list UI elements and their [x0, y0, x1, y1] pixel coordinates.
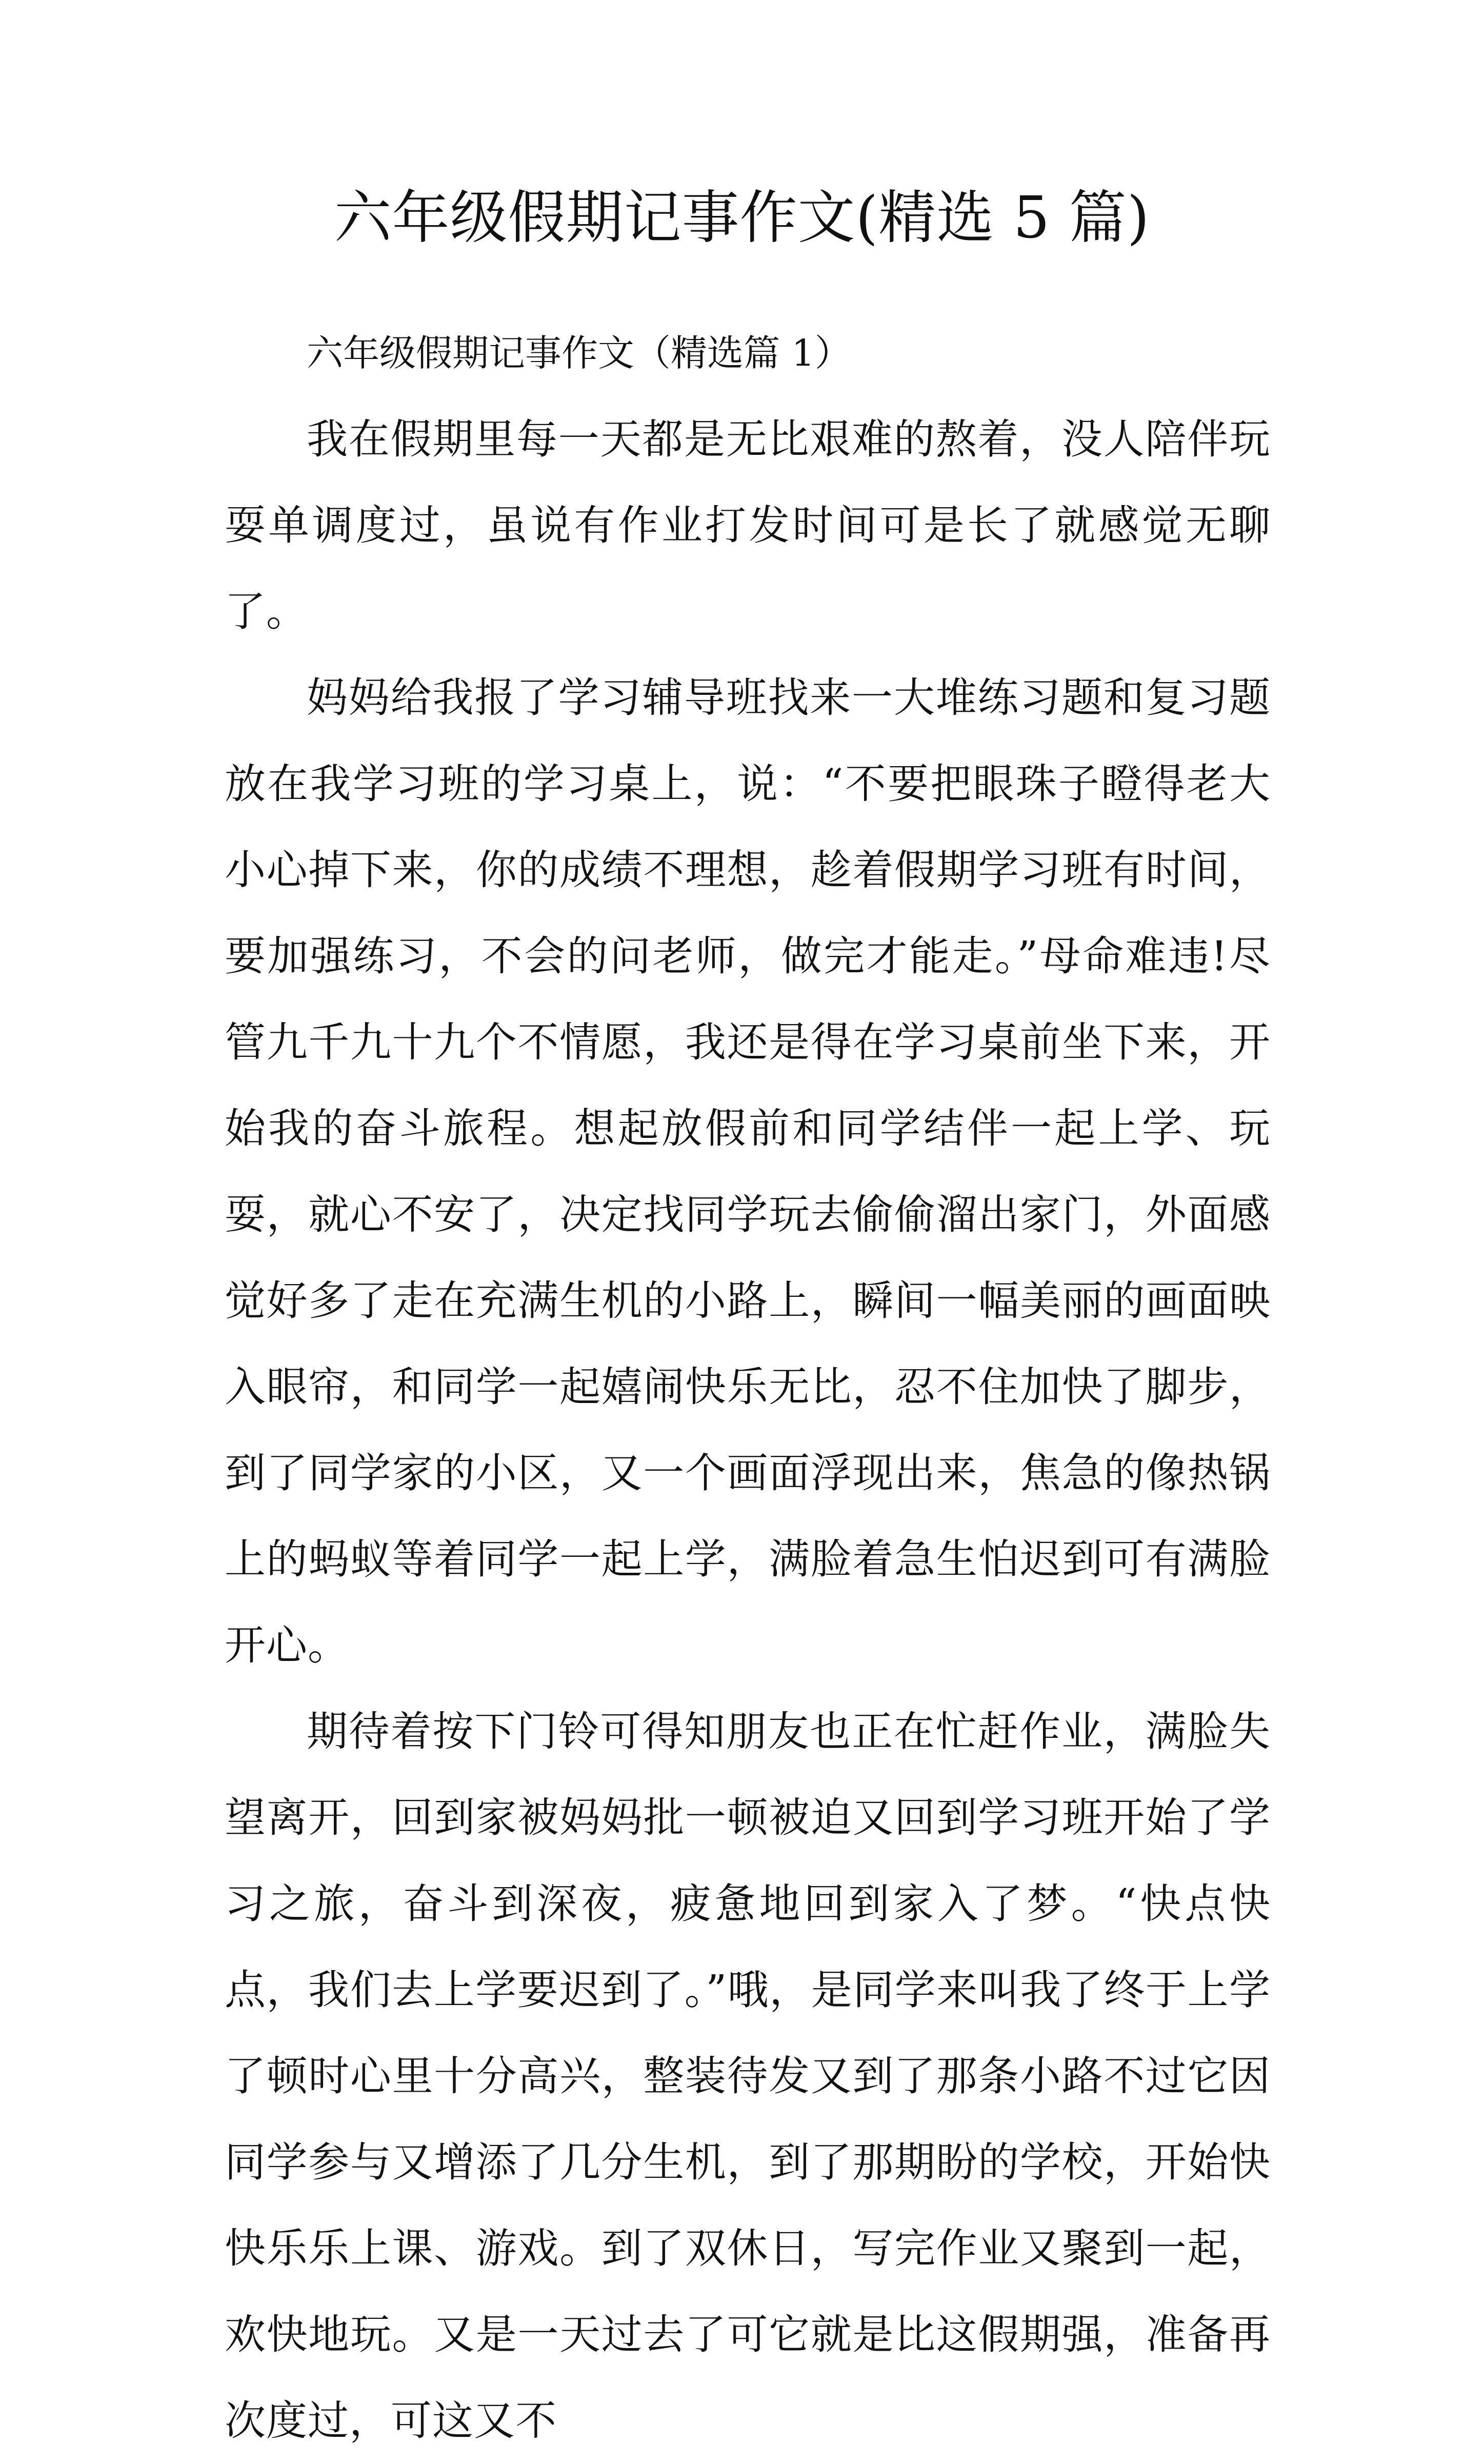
section-heading: 六年级假期记事作文（精选篇 1）	[307, 332, 851, 374]
document-title: 六年级假期记事作文(精选 5 篇)	[334, 185, 1150, 251]
paragraph-3: 期待着按下门铃可得知朋友也正在忙赶作业，满脸失望离开，回到家被妈妈批一顿被迫又回到学习班开始了学习之旅，奋斗到深夜，疲惫地回到家入了梦。“快点快点，我们去上学要迟到了。”哦，是同学来叫我了终于上学了顿时心里十分高兴，整装待发又到了那条小路不过它因同学参与又增添了几分生机，到了那期盼的学校，开始快快乐乐上课、游戏。到了双休日，写完作业又聚到一起，欢快地玩。又是一天过去了可它就是比这假期强，准备再次度过，可这又不	[225, 1708, 1271, 2445]
paragraph-1: 我在假期里每一天都是无比艰难的熬着，没人陪伴玩耍单调度过，虽说有作业打发时间可是长了就感觉无聊了。	[225, 415, 1271, 635]
paragraph-2: 妈妈给我报了学习辅导班找来一大堆练习题和复习题放在我学习班的学习桌上，说：“不要把眼珠子瞪得老大小心掉下来，你的成绩不理想，趁着假期学习班有时间，要加强练习，不会的问老师，做完才能走。”母命难违!尽管九千九十九个不情愿，我还是得在学习桌前坐下来，开始我的奋斗旅程。想起放假前和同学结伴一起上学、玩耍，就心不安了，决定找同学玩去偷偷溜出家门，外面感觉好多了走在充满生机的小路上，瞬间一幅美丽的画面映入眼帘，和同学一起嬉闹快乐无比，忍不住加快了脚步，到了同学家的小区，又一个画面浮现出来，焦急的像热锅上的蚂蚁等着同学一起上学，满脸着急生怕迟到可有满脸开心。	[225, 674, 1271, 1669]
document-body	[225, 310, 1271, 2464]
